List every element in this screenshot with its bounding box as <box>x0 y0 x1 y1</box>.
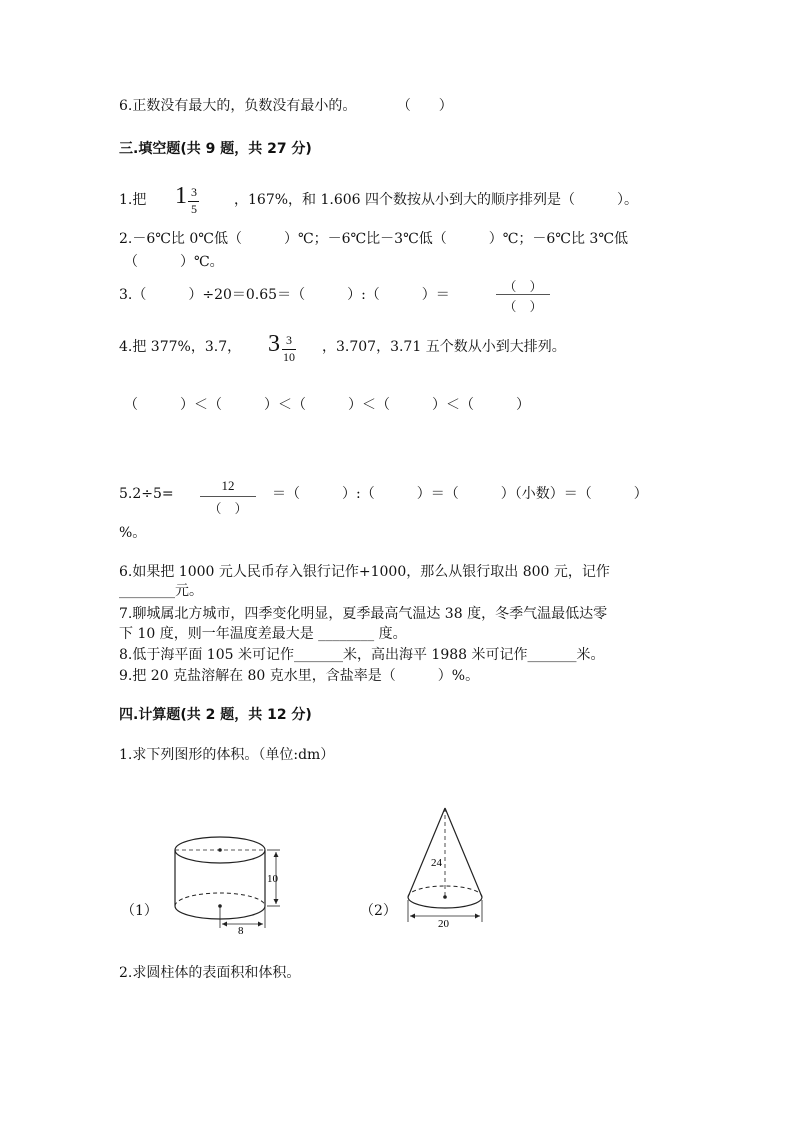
s3-q4-prefix: 4.把 377%，3.7， <box>119 339 242 355</box>
s3-q1-prefix: 1.把 <box>119 192 147 208</box>
cylinder-height-label: 10 <box>267 873 278 885</box>
mixed-denominator: 10 <box>283 350 295 364</box>
s3-q5-prefix: 5.2÷5= <box>119 486 174 502</box>
s3-q4-ordering-blanks: （ ）＜（ ）＜（ ）＜（ ）＜（ ） <box>124 397 530 413</box>
s3-q5-line2: %。 <box>119 525 147 541</box>
s3-question-2-line2: （ ）℃。 <box>124 254 224 270</box>
cone-figure <box>400 800 495 930</box>
s3-q1-suffix: ，167%，和 1.606 四个数按从小到大的顺序排列是（ ）。 <box>234 192 639 208</box>
cylinder-radius-label: 8 <box>238 925 244 937</box>
s3-q4-mixed-number <box>268 331 302 367</box>
fraction-numerator: 12 <box>221 478 235 493</box>
mixed-whole: 3 <box>268 331 280 357</box>
section-3-title: 三.填空题(共 9 题，共 27 分) <box>119 141 312 157</box>
s3-question-1 <box>119 191 146 209</box>
prev-question-6 <box>119 97 453 115</box>
mixed-numerator: 3 <box>286 333 292 347</box>
mixed-numerator: 3 <box>191 185 197 199</box>
s3-question-2-line1: 2.－6℃比 0℃低（ ）℃；－6℃比－3℃低（ ）℃；－6℃比 3℃低 <box>119 231 628 247</box>
s3-q5-fraction <box>200 478 256 518</box>
s3-question-7-line1: 7.聊城属北方城市，四季变化明显，夏季最高气温达 38 度，冬季气温最低达零 <box>119 606 608 622</box>
prev-question-6-text: 6.正数没有最大的，负数没有最小的。 <box>119 98 357 114</box>
fraction-bar <box>496 294 550 295</box>
s3-q1-mixed-number <box>175 183 201 219</box>
fraction-bar <box>200 496 256 497</box>
s3-question-6-line1: 6.如果把 1000 元人民币存入银行记作+1000，那么从银行取出 800 元，记作 <box>119 564 610 580</box>
section-4-title: 四.计算题(共 2 题，共 12 分) <box>119 707 312 723</box>
s3-question-9: 9.把 20 克盐溶解在 80 克水里，含盐率是（ ）%。 <box>119 668 480 684</box>
cone-diameter-label: 20 <box>438 918 449 930</box>
mixed-whole: 1 <box>175 183 187 209</box>
cone-height-label: 24 <box>431 857 442 869</box>
figure-2-label: （2） <box>360 903 397 919</box>
s4-question-1: 1.求下列图形的体积。（单位:dm） <box>119 747 335 763</box>
s3-q3-fraction <box>496 276 550 314</box>
figure-1-label: （1） <box>121 903 158 919</box>
s3-question-6-line2: ________元。 <box>119 583 203 599</box>
fraction-denominator: （ ） <box>208 501 248 516</box>
s4-question-2: 2.求圆柱体的表面积和体积。 <box>119 965 301 981</box>
fraction-denominator: （ ） <box>503 299 543 314</box>
cylinder-figure <box>160 820 290 940</box>
s3-q4-suffix: ，3.707，3.71 五个数从小到大排列。 <box>322 339 566 355</box>
answer-paren: （ ） <box>396 98 453 114</box>
mixed-denominator: 5 <box>191 202 197 216</box>
s3-question-8: 8.低于海平面 105 米可记作_______米，高出海平 1988 米可记作_______米。 <box>119 647 605 663</box>
s3-q5-suffix: ＝（ ）:（ ）＝（ ）（小数）＝（ ） <box>272 486 648 502</box>
s3-question-7-line2: 下 10 度，则一年温度差最大是 ________ 度。 <box>119 626 407 642</box>
fraction-numerator: （ ） <box>503 279 543 294</box>
s3-question-3: 3.（ ）÷20＝0.65＝（ ）:（ ）＝ <box>119 287 450 303</box>
